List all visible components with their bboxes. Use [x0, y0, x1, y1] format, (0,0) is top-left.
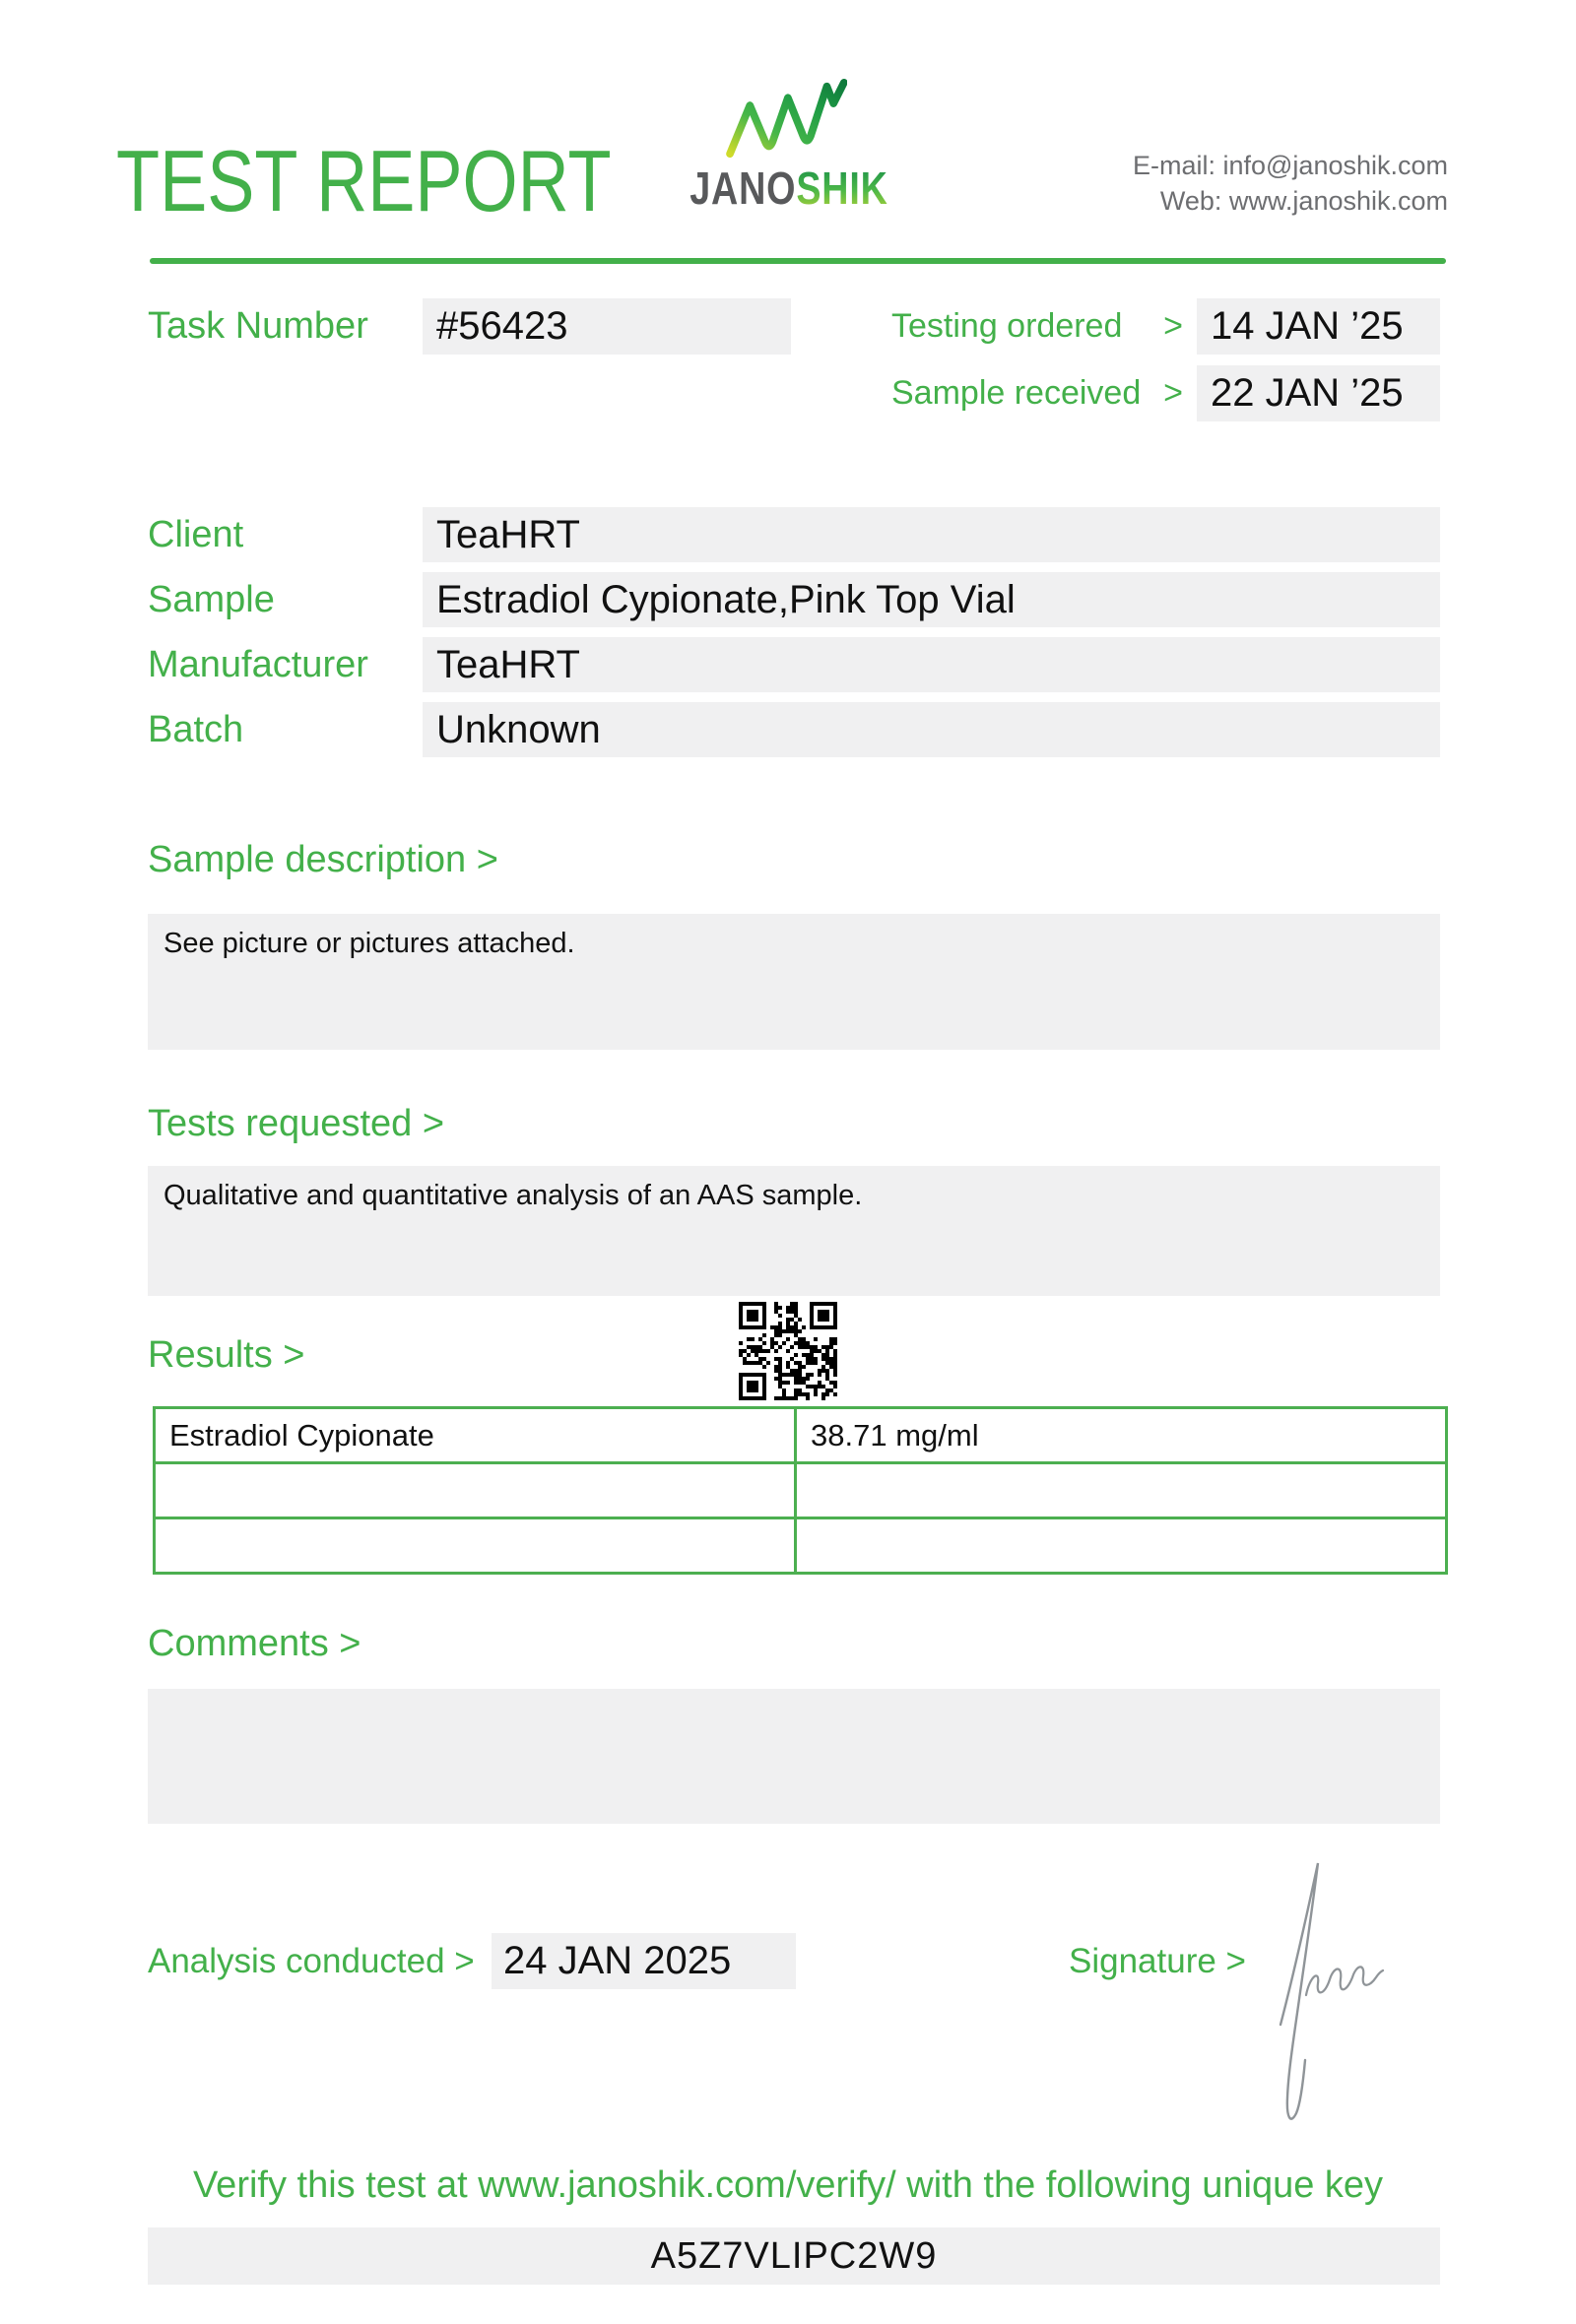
verify-text: Verify this test at www.janoshik.com/verify/ with the following unique key [192, 2164, 1384, 2206]
qr-code [739, 1302, 837, 1400]
web-value: www.janoshik.com [1228, 186, 1448, 216]
client-value: TeaHRT [423, 507, 1440, 562]
email-label: E-mail: [1132, 151, 1215, 180]
manufacturer-value: TeaHRT [423, 637, 1440, 692]
tests-requested-box: Qualitative and quantitative analysis of an AAS sample. [148, 1166, 1440, 1296]
substance-cell [155, 1518, 796, 1574]
comments-heading: Comments > [148, 1623, 361, 1664]
amount-cell: 38.71 mg/ml [796, 1408, 1447, 1463]
unique-key: A5Z7VLIPC2W9 [148, 2227, 1440, 2285]
janoshik-logo [669, 79, 901, 213]
result-row [155, 1463, 1447, 1518]
sample-received-row [891, 365, 1183, 421]
batch-value: Unknown [423, 702, 1440, 757]
signature-label: Signature > [1069, 1941, 1246, 1980]
sample-value: Estradiol Cypionate,Pink Top Vial [423, 572, 1440, 627]
result-row [155, 1518, 1447, 1574]
sample-received-date: 22 JAN ’25 [1197, 365, 1440, 421]
sample-description-box: See picture or pictures attached. [148, 914, 1440, 1050]
substance-cell [155, 1463, 796, 1518]
analysis-date: 24 JAN 2025 [492, 1933, 796, 1989]
tests-requested-heading: Tests requested > [148, 1103, 445, 1144]
email-value: info@janoshik.com [1222, 151, 1448, 180]
sample-description-heading: Sample description > [148, 839, 498, 880]
testing-ordered-date: 14 JAN ’25 [1197, 298, 1440, 355]
page-title: TEST REPORT [116, 132, 612, 229]
arrow-icon: > [1163, 307, 1183, 345]
task-number-value: #56423 [423, 298, 791, 355]
web-label: Web: [1159, 186, 1222, 216]
logo-text-jano: JANO [690, 162, 797, 214]
logo-text [690, 162, 888, 214]
testing-ordered-label: Testing ordered [891, 307, 1123, 345]
client-label: Client [148, 513, 244, 555]
contact-email [1133, 148, 1448, 183]
contact-web [1133, 183, 1448, 219]
signature-image [1271, 1849, 1389, 2135]
results-table [153, 1406, 1448, 1575]
manufacturer-label: Manufacturer [148, 643, 368, 685]
substance-cell: Estradiol Cypionate [155, 1408, 796, 1463]
sample-label: Sample [148, 578, 275, 620]
results-heading: Results > [148, 1334, 305, 1376]
batch-label: Batch [148, 708, 244, 750]
growth-chart-icon [723, 79, 847, 160]
sample-received-label: Sample received [891, 374, 1142, 412]
amount-cell [796, 1518, 1447, 1574]
contact-block [1133, 148, 1448, 219]
testing-ordered-row [891, 298, 1183, 355]
analysis-conducted-label: Analysis conducted > [148, 1941, 475, 1980]
amount-cell [796, 1463, 1447, 1518]
arrow-icon: > [1163, 374, 1183, 412]
logo-text-shik: SHIK [796, 162, 888, 214]
comments-box [148, 1689, 1440, 1824]
result-row [155, 1408, 1447, 1463]
header-divider [150, 258, 1446, 264]
task-number-label: Task Number [148, 305, 368, 347]
